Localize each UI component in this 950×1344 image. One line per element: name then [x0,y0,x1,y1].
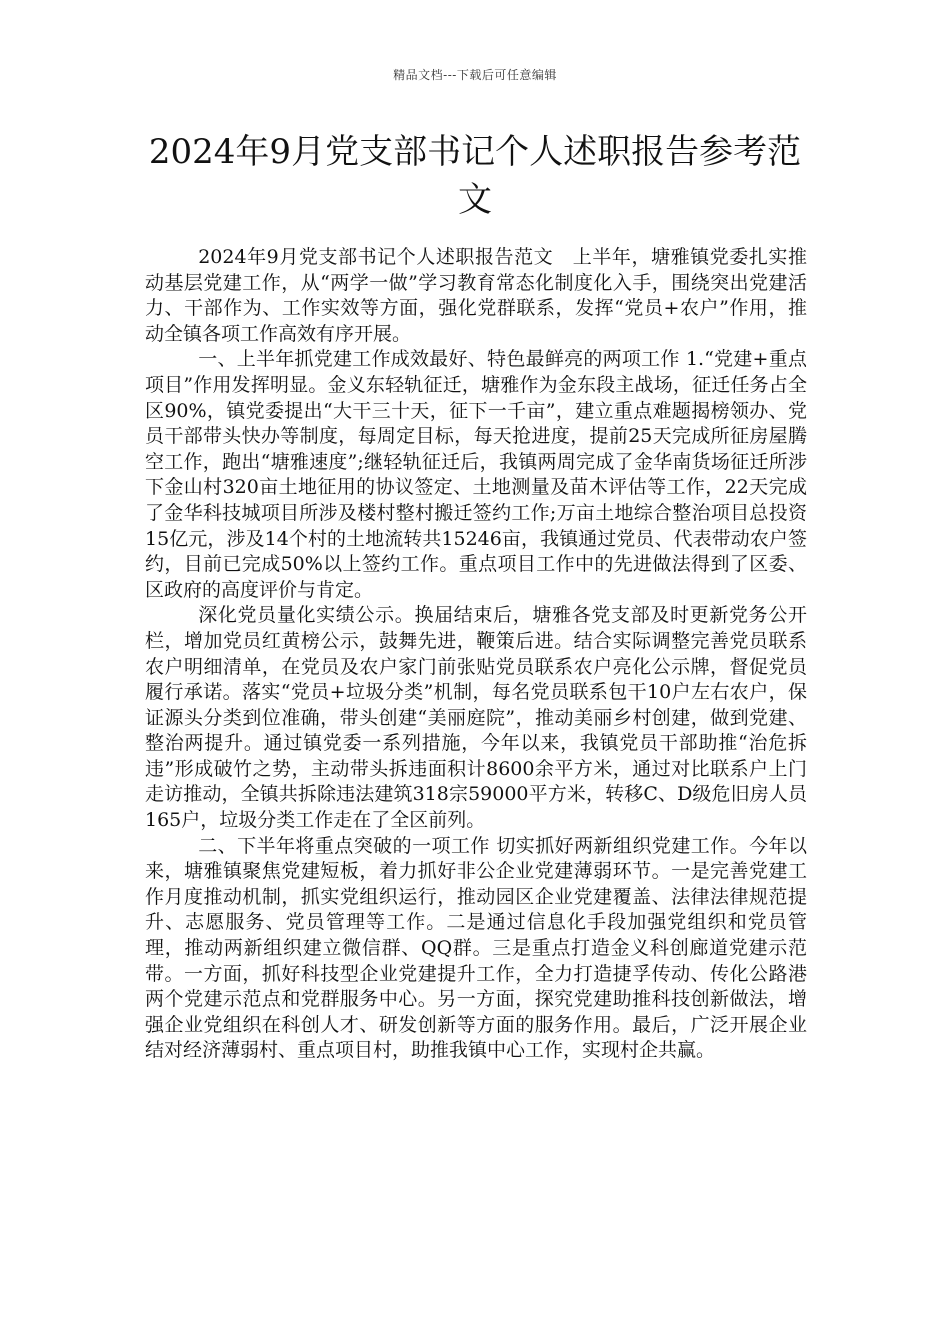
document-title: 2024年9月党支部书记个人述职报告参考范文 [148,132,802,220]
paragraph-party-member-disclosure: 深化党员量化实绩公示。换届结束后，塘雅各党支部及时更新党务公开栏，增加党员红黄榜公示，鼓舞先进，鞭策后进。结合实际调整完善党员联系农户明细清单，在党员及农户家门前张贴党员联系农户亮化公示牌，督促党员履行承诺。落实“党员+垃圾分类”机制，每名党员联系包干10户左右农户，保证源头分类到位准确，带头创建“美丽庭院”，推动美丽乡村创建，做到党建、整治两提升。通过镇党委一系列措施，今年以来，我镇党员干部助推“治危拆违”形成破竹之势，主动带头拆违面积计8600余平方米，通过对比联系户上门走访推动，全镇共拆除违法建筑318宗59000平方米，转移C、D级危旧房人员165户，垃圾分类工作走在了全区前列。 [145,604,807,832]
paragraph-intro: 2024年9月党支部书记个人述职报告范文 上半年，塘雅镇党委扎实推动基层党建工作，从“两学一做”学习教育常态化制度化入手，围绕突出党建活力、干部作为、工作实效等方面，强化党群联系，发挥“党员+农户”作用，推动全镇各项工作高效有序开展。 [145,246,807,345]
document-body [145,245,807,1064]
paragraph-section-two: 二、下半年将重点突破的一项工作 切实抓好两新组织党建工作。今年以来，塘雅镇聚焦党建短板，着力抓好非公企业党建薄弱环节。一是完善党建工作月度推动机制，抓实党组织运行，推动园区企业党建覆盖、法律法律规范提升、志愿服务、党员管理等工作。二是通过信息化手段加强党组织和党员管理，推动两新组织建立微信群、QQ群。三是重点打造金义科创廊道党建示范带。一方面，抓好科技型企业党建提升工作，全力打造捷孚传动、传化公路港两个党建示范点和党群服务中心。另一方面，探究党建助推科技创新做法，增强企业党组织在科创人才、研发创新等方面的服务作用。最后，广泛开展企业结对经济薄弱村、重点项目村，助推我镇中心工作，实现村企共赢。 [145,834,807,1062]
header-note: 精品文档---下载后可任意编辑 [393,68,557,82]
paragraph-section-one: 一、上半年抓党建工作成效最好、特色最鲜亮的两项工作 1.“党建+重点项目”作用发挥明显。金义东轻轨征迁，塘雅作为金东段主战场，征迁任务占全区90%，镇党委提出“大干三十天，征下一千亩”，建立重点难题揭榜领办、党员干部带头快办等制度，每周定目标，每天抢进度，提前25天完成所征房屋腾空工作，跑出“塘雅速度”;继轻轨征迁后，我镇两周完成了金华南货场征迁所涉下金山村320亩土地征用的协议签定、土地测量及苗木评估等工作，22天完成了金华科技城项目所涉及楼村整村搬迁签约工作;万亩土地综合整治项目总投资15亿元，涉及14个村的土地流转共15246亩，我镇通过党员、代表带动农户签约，目前已完成50%以上签约工作。重点项目工作中的先进做法得到了区委、区政府的高度评价与肯定。 [145,348,807,601]
